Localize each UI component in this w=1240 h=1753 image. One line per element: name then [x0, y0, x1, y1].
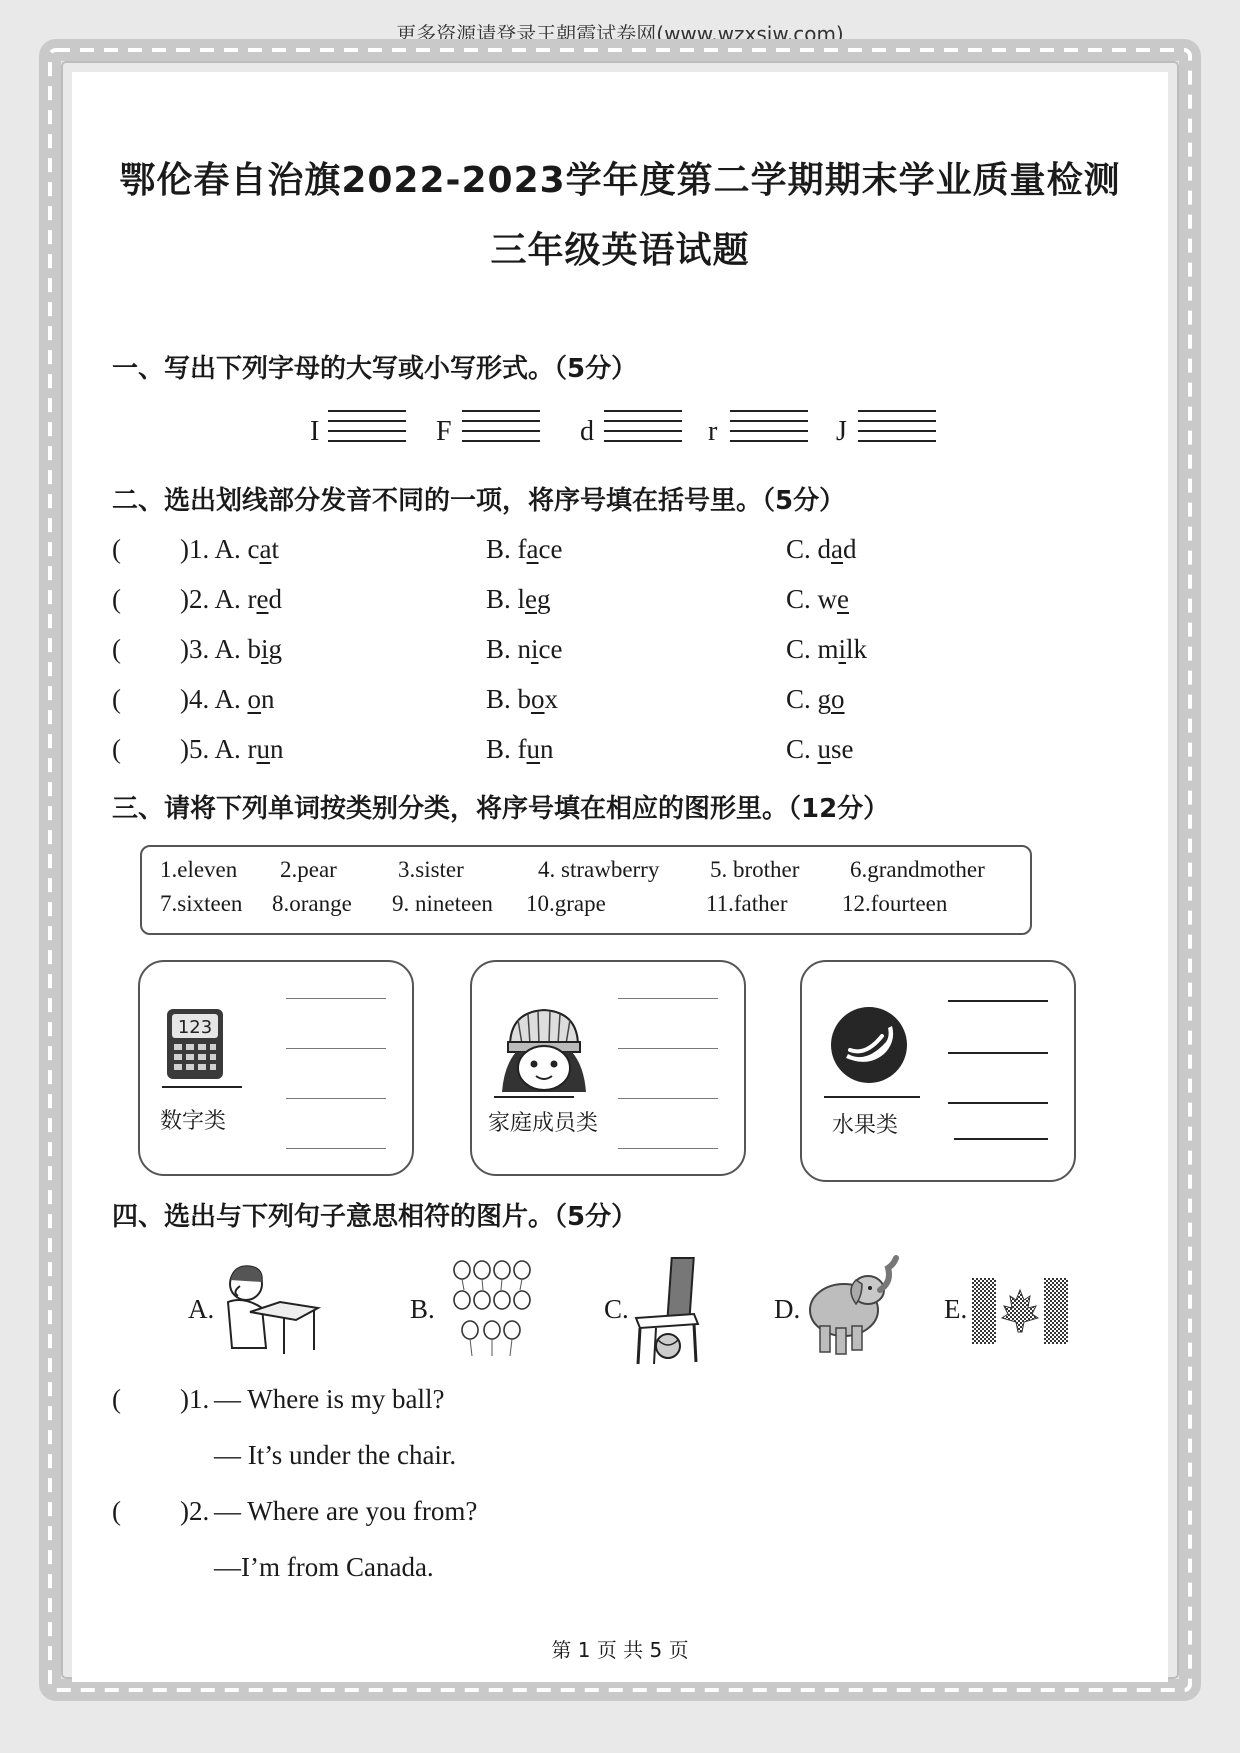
answer-sentence: —I’m from Canada.: [214, 1552, 434, 1582]
section3-heading: 三、请将下列单词按类别分类，将序号填在相应的图形里。（12分）: [112, 794, 890, 824]
underlined-letter: e: [256, 584, 269, 614]
question-number: )5. A.: [180, 734, 248, 764]
category-label-line: [494, 1096, 574, 1098]
question-row: [72, 634, 1168, 678]
answer-line[interactable]: [948, 1000, 1048, 1002]
option-b-text: n: [540, 734, 554, 764]
underlined-letter: i: [261, 634, 269, 664]
option-b-label: B.: [486, 734, 518, 764]
category-box-family: [470, 960, 746, 1176]
option-label-c: C.: [604, 1294, 629, 1324]
option-a-text: b: [247, 634, 261, 664]
underlined-letter: e: [837, 584, 849, 614]
option-a-text: c: [247, 534, 260, 564]
section1-heading: 一、写出下列字母的大写或小写形式。（5分）: [112, 354, 638, 384]
exam-page: [72, 72, 1168, 1682]
underlined-letter: o: [831, 684, 845, 714]
category-label-line: [162, 1086, 242, 1088]
word-bank-item: 2.pear: [280, 857, 337, 882]
word-bank-item: 6.grandmother: [850, 857, 985, 882]
question-number: )4. A.: [180, 684, 248, 714]
letter-4: r: [708, 416, 718, 447]
question-row: [72, 584, 1168, 628]
boy-at-desk-image: [210, 1262, 322, 1356]
answer-bracket[interactable]: (: [112, 584, 121, 614]
option-c-label: C.: [786, 584, 818, 614]
underlined-letter: o: [247, 684, 261, 714]
option-b-text: ce: [538, 634, 563, 664]
option-c-text: w: [817, 584, 838, 614]
word-bank-item: 8.orange: [272, 891, 352, 916]
option-b-text: f: [517, 534, 527, 564]
word-bank-item: 4. strawberry: [538, 857, 660, 882]
option-b-text: b: [517, 684, 532, 714]
option-label-a: A.: [188, 1294, 215, 1324]
underlined-letter: a: [831, 534, 843, 564]
question-number: )1.: [180, 1384, 210, 1414]
option-a-text: g: [268, 634, 283, 664]
underlined-letter: i: [531, 634, 539, 664]
option-label-d: D.: [774, 1294, 801, 1324]
underlined-letter: u: [526, 734, 541, 764]
letter-4-writing-lines[interactable]: [730, 410, 808, 454]
answer-line[interactable]: [948, 1052, 1048, 1054]
underlined-letter: o: [531, 684, 545, 714]
calculator-icon: [166, 1008, 224, 1080]
question-sentence: — Where is my ball?: [214, 1384, 445, 1414]
answer-line[interactable]: [286, 998, 386, 999]
letter-5: J: [836, 416, 847, 447]
option-b-text: l: [517, 584, 526, 614]
option-label-b: B.: [410, 1294, 435, 1324]
underlined-letter: a: [526, 534, 539, 564]
category-label-numbers: 数字类: [160, 1109, 227, 1134]
letter-2: F: [436, 416, 452, 447]
answer-line[interactable]: [618, 1148, 718, 1149]
option-a-text: r: [247, 734, 257, 764]
category-label-family: 家庭成员类: [488, 1111, 599, 1136]
option-c-label: C.: [786, 534, 818, 564]
answer-line[interactable]: [618, 1098, 718, 1099]
elephant-image: [802, 1254, 902, 1358]
option-c-text: lk: [846, 634, 868, 664]
category-box-fruits: [800, 960, 1076, 1182]
option-a-text: d: [268, 584, 282, 614]
calculator-display-text: 123: [177, 1017, 213, 1038]
option-c-text: d: [843, 534, 857, 564]
word-bank-item: 11.father: [706, 891, 788, 916]
underlined-letter: u: [817, 734, 832, 764]
canada-flag-image: [972, 1278, 1068, 1344]
answer-line[interactable]: [286, 1048, 386, 1049]
chair-with-ball-image: [632, 1254, 704, 1366]
answer-line[interactable]: [286, 1098, 386, 1099]
word-bank-item: 5. brother: [710, 857, 800, 882]
answer-bracket[interactable]: (: [112, 1384, 121, 1414]
option-b-label: B.: [486, 634, 518, 664]
option-b-text: f: [517, 734, 527, 764]
underlined-letter: a: [259, 534, 272, 564]
answer-line[interactable]: [954, 1138, 1048, 1140]
exam-title: 鄂伦春自治旗2022-2023学年度第二学期期末学业质量检测: [119, 160, 1121, 201]
header-note: 更多资源请登录王朝霞试卷网(www.wzxsjw.com): [396, 22, 844, 46]
banana-icon: [830, 1006, 908, 1084]
word-bank-item: 10.grape: [526, 891, 606, 916]
word-bank-item: 12.fourteen: [842, 891, 948, 916]
answer-bracket[interactable]: (: [112, 534, 121, 564]
underlined-letter: u: [256, 734, 270, 764]
option-c-text: m: [817, 634, 839, 664]
option-a-text: r: [247, 584, 257, 614]
option-a-text: n: [270, 734, 284, 764]
question-row: [72, 534, 1168, 578]
answer-line[interactable]: [948, 1102, 1048, 1104]
word-bank: [140, 845, 1032, 935]
option-b-text: ce: [538, 534, 563, 564]
underlined-letter: e: [525, 584, 538, 614]
category-label-line: [824, 1096, 920, 1098]
category-label-fruits: 水果类: [832, 1113, 899, 1138]
option-b-label: B.: [486, 534, 518, 564]
question-number: )2. A.: [180, 584, 248, 614]
category-box-numbers: [138, 960, 414, 1176]
letter-5-writing-lines[interactable]: [858, 410, 936, 454]
option-c-text: se: [831, 734, 854, 764]
answer-bracket[interactable]: (: [112, 634, 121, 664]
letter-1: I: [310, 416, 320, 447]
answer-bracket[interactable]: (: [112, 1496, 121, 1526]
word-bank-item: 7.sixteen: [160, 891, 243, 916]
section4-heading: 四、选出与下列句子意思相符的图片。（5分）: [112, 1202, 638, 1232]
option-b-label: B.: [486, 684, 518, 714]
answer-line[interactable]: [286, 1148, 386, 1149]
letter-1-writing-lines[interactable]: [328, 410, 406, 454]
option-a-text: n: [261, 684, 275, 714]
answer-line[interactable]: [618, 998, 718, 999]
option-b-text: g: [537, 584, 551, 614]
answer-sentence: — It’s under the chair.: [214, 1440, 457, 1470]
balloons-image: [450, 1260, 534, 1360]
question-row: [72, 684, 1168, 728]
word-bank-item: 1.eleven: [160, 857, 238, 882]
option-a-text: t: [271, 534, 279, 564]
question-number: )1. A.: [180, 534, 248, 564]
section2-heading: 二、选出划线部分发音不同的一项，将序号填在括号里。（5分）: [112, 486, 846, 516]
answer-bracket[interactable]: (: [112, 734, 121, 764]
page-footer: 第 1 页 共 5 页: [551, 1638, 689, 1662]
letter-3: d: [580, 416, 594, 447]
option-b-text: n: [517, 634, 532, 664]
option-label-e: E.: [944, 1294, 968, 1324]
question-number: )3. A.: [180, 634, 248, 664]
option-c-text: g: [817, 684, 832, 714]
word-bank-item: 9. nineteen: [392, 891, 493, 916]
option-c-text: d: [817, 534, 832, 564]
option-c-label: C.: [786, 684, 818, 714]
option-c-label: C.: [786, 734, 818, 764]
letter-2-writing-lines[interactable]: [462, 410, 540, 454]
option-c-label: C.: [786, 634, 818, 664]
question-number: )2.: [180, 1496, 210, 1526]
option-b-text: x: [544, 684, 559, 714]
exam-subtitle: 三年级英语试题: [490, 230, 750, 271]
letter-3-writing-lines[interactable]: [604, 410, 682, 454]
word-bank-item: 3.sister: [398, 857, 464, 882]
question-row: [72, 734, 1168, 778]
underlined-letter: i: [838, 634, 847, 664]
girl-face-icon: [494, 1006, 594, 1098]
question-sentence: — Where are you from?: [214, 1496, 478, 1526]
option-b-label: B.: [486, 584, 518, 614]
answer-line[interactable]: [618, 1048, 718, 1049]
answer-bracket[interactable]: (: [112, 684, 121, 714]
